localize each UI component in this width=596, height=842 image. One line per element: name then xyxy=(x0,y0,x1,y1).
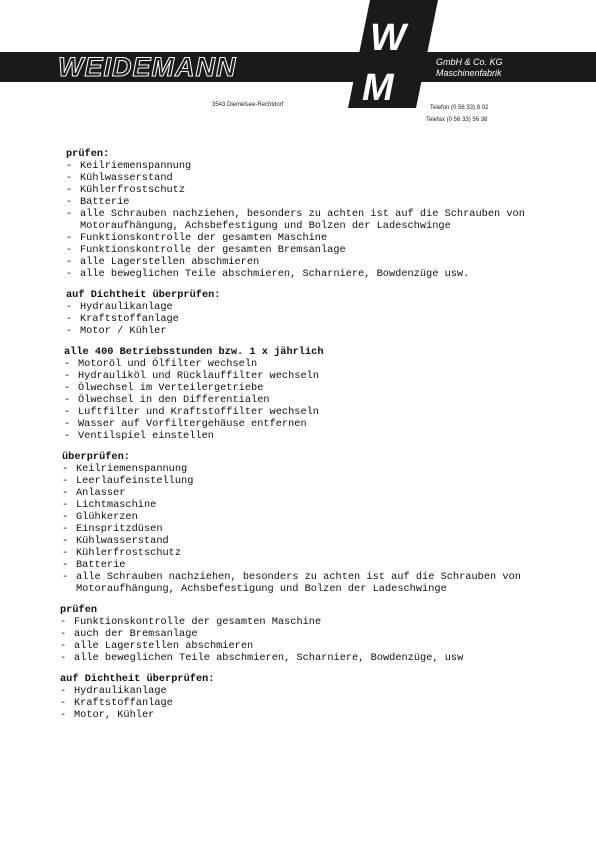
section-heading: alle 400 Betriebsstunden bzw. 1 x jährlich xyxy=(64,346,324,358)
list-item: - alle beweglichen Teile abschmieren, Scharniere, Bowdenzüge usw. xyxy=(66,268,470,280)
list-item: - Kühlwasserstand xyxy=(66,172,173,184)
legal-line-2: Maschinenfabrik xyxy=(436,68,502,78)
list-item: - Leerlaufeinstellung xyxy=(62,475,194,487)
list-item: - Keilriemenspannung xyxy=(62,463,188,475)
list-item: - alle Schrauben nachziehen, besonders zu achten ist auf die Schrauben von Motoraufhängung, Achsbefestigung und Bolzen der Ladeschwinge xyxy=(66,208,525,232)
list-item: - Kraftstoffanlage xyxy=(60,697,173,709)
logo-letter-m: M xyxy=(362,67,394,109)
list-item: - Wasser auf Vorfiltergehäuse entfernen xyxy=(64,418,307,430)
contact-block xyxy=(426,102,488,126)
section-heading: prüfen: xyxy=(66,148,110,160)
list-item: - Batterie xyxy=(62,559,126,571)
list-item: - Hydrauliköl und Rücklauffilter wechseln xyxy=(64,370,319,382)
list-item: - Ölwechsel in den Differentialen xyxy=(64,394,270,406)
section-dichtheit xyxy=(66,289,580,337)
list-item: - alle Lagerstellen abschmieren xyxy=(66,256,260,268)
section-pruefen-2 xyxy=(60,604,580,664)
list-item: - Kühlerfrostschutz xyxy=(62,547,182,559)
list-item: - Ventilspiel einstellen xyxy=(64,430,214,442)
list-item: - alle Lagerstellen abschmieren xyxy=(60,640,254,652)
legal-form xyxy=(436,57,546,79)
list-item: - Kühlerfrostschutz xyxy=(66,184,186,196)
section-heading: auf Dichtheit überprüfen: xyxy=(60,673,215,685)
list-item: - Batterie xyxy=(66,196,130,208)
legal-line-1: GmbH & Co. KG xyxy=(436,57,503,67)
list-item: - Funktionskontrolle der gesamten Maschine xyxy=(60,616,322,628)
section-ueberpruefen xyxy=(62,451,580,595)
logo-letter-w: W xyxy=(370,17,406,59)
list-item: - Kühlwasserstand xyxy=(62,535,169,547)
section-heading: prüfen xyxy=(60,604,98,616)
section-heading: überprüfen: xyxy=(62,451,130,463)
letterhead xyxy=(0,0,596,130)
list-item: - Funktionskontrolle der gesamten Bremsanlage xyxy=(66,244,346,256)
company-name: WEIDEMANN xyxy=(58,52,237,82)
list-item: - Anlasser xyxy=(62,487,126,499)
list-item: - Funktionskontrolle der gesamten Maschine xyxy=(66,232,328,244)
section-dichtheit-2 xyxy=(60,673,580,721)
list-item: - Motor / Kühler xyxy=(66,325,167,337)
list-item: - Motoröl und Ölfilter wechseln xyxy=(64,358,258,370)
phone-number: Telefon (0 56 33) 8 02 xyxy=(430,105,489,111)
list-item: - Keilriemenspannung xyxy=(66,160,192,172)
list-item: - Hydraulikanlage xyxy=(60,685,167,697)
list-item: - Hydraulikanlage xyxy=(66,301,173,313)
maintenance-list xyxy=(60,148,580,730)
list-item: - Einspritzdüsen xyxy=(62,523,163,535)
company-address: 3543 Diemelsee-Rechtdorf xyxy=(212,102,284,108)
list-item: - alle beweglichen Teile abschmieren, Scharniere, Bowdenzüge, usw xyxy=(60,652,464,664)
list-item: - Motor, Kühler xyxy=(60,709,155,721)
section-heading: auf Dichtheit überprüfen: xyxy=(66,289,221,301)
list-item: - Luftfilter und Kraftstoffilter wechseln xyxy=(64,406,319,418)
list-item: - auch der Bremsanlage xyxy=(60,628,198,640)
list-item: - Lichtmaschine xyxy=(62,499,157,511)
section-pruefen xyxy=(66,148,580,280)
list-item: - Glühkerzen xyxy=(62,511,138,523)
section-400-hours xyxy=(64,346,580,442)
fax-number: Telefax (0 56 33) 56 38 xyxy=(426,117,488,123)
list-item: - alle Schrauben nachziehen, besonders zu achten ist auf die Schrauben von Motoraufhängung, Achsbefestigung und Bolzen der Ladeschwinge xyxy=(62,571,521,595)
list-item: - Ölwechsel im Verteilergetriebe xyxy=(64,382,264,394)
list-item: - Kraftstoffanlage xyxy=(66,313,179,325)
